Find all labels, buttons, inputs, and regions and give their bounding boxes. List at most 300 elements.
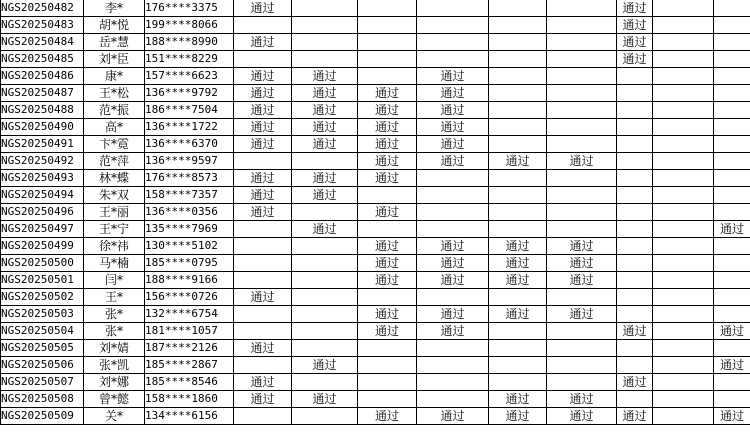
status-cell (714, 0, 750, 17)
table-row (1, 289, 750, 306)
status-cell (292, 153, 358, 170)
status-cell (653, 51, 714, 68)
status-cell (547, 187, 617, 204)
status-cell (547, 17, 617, 34)
status-cell (234, 255, 292, 272)
phone-cell: 136****9792 (145, 85, 234, 102)
status-cell (358, 357, 417, 374)
status-cell (653, 306, 714, 323)
status-cell (714, 306, 750, 323)
status-cell (547, 340, 617, 357)
status-cell: 通过 (547, 306, 617, 323)
status-cell: 通过 (358, 119, 417, 136)
status-cell: 通过 (617, 51, 653, 68)
table-row (1, 204, 750, 221)
status-cell (489, 136, 547, 153)
status-cell: 通过 (358, 323, 417, 340)
status-cell (653, 34, 714, 51)
status-cell (547, 85, 617, 102)
status-cell (653, 102, 714, 119)
sample-id-cell: NGS20250502 (1, 289, 84, 306)
sample-id-cell: NGS20250486 (1, 68, 84, 85)
status-cell: 通过 (292, 357, 358, 374)
table-row (1, 85, 750, 102)
status-cell (547, 170, 617, 187)
status-cell (234, 408, 292, 425)
sample-id-cell: NGS20250493 (1, 170, 84, 187)
status-cell (653, 255, 714, 272)
status-cell (292, 272, 358, 289)
table-row (1, 238, 750, 255)
status-cell (417, 374, 489, 391)
status-cell: 通过 (714, 323, 750, 340)
status-cell (617, 340, 653, 357)
status-cell (358, 289, 417, 306)
status-cell (234, 272, 292, 289)
sample-id-cell: NGS20250496 (1, 204, 84, 221)
status-cell (714, 391, 750, 408)
status-cell: 通过 (358, 170, 417, 187)
status-cell: 通过 (417, 238, 489, 255)
table-row (1, 357, 750, 374)
status-cell (714, 289, 750, 306)
name-cell: 王* (84, 289, 145, 306)
status-cell (653, 340, 714, 357)
status-cell (617, 306, 653, 323)
phone-cell: 132****6754 (145, 306, 234, 323)
status-cell (547, 119, 617, 136)
status-cell: 通过 (358, 153, 417, 170)
sample-id-cell: NGS20250482 (1, 0, 84, 17)
table-row (1, 408, 750, 425)
status-cell (617, 272, 653, 289)
table-row (1, 102, 750, 119)
status-cell: 通过 (617, 17, 653, 34)
status-cell: 通过 (234, 102, 292, 119)
name-cell: 胡*悦 (84, 17, 145, 34)
status-cell: 通过 (417, 408, 489, 425)
name-cell: 朱*双 (84, 187, 145, 204)
phone-cell: 136****1722 (145, 119, 234, 136)
status-cell (714, 187, 750, 204)
sample-id-cell: NGS20250484 (1, 34, 84, 51)
status-cell: 通过 (547, 391, 617, 408)
status-cell (417, 170, 489, 187)
status-cell (653, 374, 714, 391)
status-cell (292, 238, 358, 255)
status-cell (617, 255, 653, 272)
phone-cell: 185****8546 (145, 374, 234, 391)
status-cell (617, 153, 653, 170)
status-cell (234, 51, 292, 68)
phone-cell: 136****0356 (145, 204, 234, 221)
status-cell: 通过 (292, 85, 358, 102)
status-cell (617, 289, 653, 306)
status-cell (547, 102, 617, 119)
status-cell (234, 221, 292, 238)
status-cell (292, 374, 358, 391)
status-cell: 通过 (417, 272, 489, 289)
status-cell (417, 357, 489, 374)
status-cell (417, 51, 489, 68)
table-row (1, 391, 750, 408)
status-cell (234, 306, 292, 323)
status-cell: 通过 (489, 153, 547, 170)
status-cell (547, 289, 617, 306)
status-cell: 通过 (234, 170, 292, 187)
status-cell (653, 391, 714, 408)
status-cell: 通过 (417, 102, 489, 119)
status-cell (292, 323, 358, 340)
status-cell (547, 68, 617, 85)
table-row (1, 51, 750, 68)
status-cell (653, 289, 714, 306)
status-cell (653, 238, 714, 255)
status-cell (417, 289, 489, 306)
status-cell (547, 204, 617, 221)
table-row (1, 34, 750, 51)
status-cell (547, 323, 617, 340)
name-cell: 王*松 (84, 85, 145, 102)
status-cell: 通过 (292, 68, 358, 85)
name-cell: 李* (84, 0, 145, 17)
status-cell (489, 204, 547, 221)
table-row (1, 0, 750, 17)
status-cell (417, 204, 489, 221)
status-cell: 通过 (292, 136, 358, 153)
status-cell (358, 51, 417, 68)
name-cell: 张* (84, 323, 145, 340)
status-cell (292, 408, 358, 425)
status-cell: 通过 (547, 153, 617, 170)
phone-cell: 187****2126 (145, 340, 234, 357)
status-cell (617, 391, 653, 408)
table-row (1, 221, 750, 238)
status-cell (547, 0, 617, 17)
phone-cell: 188****8990 (145, 34, 234, 51)
sample-id-cell: NGS20250485 (1, 51, 84, 68)
status-cell: 通过 (489, 306, 547, 323)
status-cell: 通过 (489, 272, 547, 289)
status-cell (489, 68, 547, 85)
status-cell (417, 0, 489, 17)
sample-id-cell: NGS20250501 (1, 272, 84, 289)
status-cell (617, 357, 653, 374)
status-cell (653, 221, 714, 238)
status-cell (714, 153, 750, 170)
status-cell: 通过 (234, 85, 292, 102)
status-cell: 通过 (292, 187, 358, 204)
table-row (1, 340, 750, 357)
status-cell (489, 17, 547, 34)
name-cell: 曾*懿 (84, 391, 145, 408)
phone-cell: 176****8573 (145, 170, 234, 187)
status-cell: 通过 (358, 272, 417, 289)
status-cell: 通过 (234, 0, 292, 17)
sample-id-cell: NGS20250497 (1, 221, 84, 238)
status-cell: 通过 (489, 391, 547, 408)
status-cell: 通过 (417, 136, 489, 153)
status-cell: 通过 (358, 136, 417, 153)
sample-id-cell: NGS20250504 (1, 323, 84, 340)
status-cell: 通过 (292, 221, 358, 238)
status-cell (617, 102, 653, 119)
status-cell: 通过 (617, 34, 653, 51)
status-cell: 通过 (358, 85, 417, 102)
status-cell: 通过 (417, 153, 489, 170)
sample-id-cell: NGS20250509 (1, 408, 84, 425)
status-cell (547, 221, 617, 238)
status-cell (292, 255, 358, 272)
sample-id-cell: NGS20250490 (1, 119, 84, 136)
table-row (1, 119, 750, 136)
phone-cell: 181****1057 (145, 323, 234, 340)
status-cell (653, 408, 714, 425)
status-cell (653, 204, 714, 221)
status-cell: 通过 (234, 289, 292, 306)
status-cell (714, 85, 750, 102)
status-cell: 通过 (489, 408, 547, 425)
status-cell (714, 68, 750, 85)
status-cell (489, 51, 547, 68)
phone-cell: 199****8066 (145, 17, 234, 34)
phone-cell: 158****1860 (145, 391, 234, 408)
status-cell: 通过 (417, 85, 489, 102)
name-cell: 卞*霓 (84, 136, 145, 153)
phone-cell: 186****7504 (145, 102, 234, 119)
status-cell (617, 187, 653, 204)
table-row (1, 17, 750, 34)
name-cell: 马*楠 (84, 255, 145, 272)
status-cell (489, 34, 547, 51)
status-cell (358, 221, 417, 238)
name-cell: 范*振 (84, 102, 145, 119)
status-cell (653, 187, 714, 204)
status-cell: 通过 (292, 102, 358, 119)
status-cell: 通过 (358, 408, 417, 425)
status-cell (489, 374, 547, 391)
status-cell (617, 204, 653, 221)
table-row (1, 187, 750, 204)
status-cell (489, 323, 547, 340)
phone-cell: 135****7969 (145, 221, 234, 238)
status-cell: 通过 (617, 323, 653, 340)
sample-id-cell: NGS20250494 (1, 187, 84, 204)
name-cell: 王*宁 (84, 221, 145, 238)
status-cell (714, 272, 750, 289)
status-cell (489, 0, 547, 17)
name-cell: 刘*婧 (84, 340, 145, 357)
name-cell: 关* (84, 408, 145, 425)
phone-cell: 158****7357 (145, 187, 234, 204)
status-cell (417, 391, 489, 408)
status-cell: 通过 (417, 255, 489, 272)
status-cell (714, 204, 750, 221)
status-cell: 通过 (292, 391, 358, 408)
sample-id-cell: NGS20250488 (1, 102, 84, 119)
status-cell (617, 238, 653, 255)
status-cell (617, 136, 653, 153)
status-cell: 通过 (489, 238, 547, 255)
status-cell (653, 357, 714, 374)
status-cell (714, 17, 750, 34)
status-cell (489, 187, 547, 204)
phone-cell: 136****9597 (145, 153, 234, 170)
status-cell (489, 170, 547, 187)
sample-id-cell: NGS20250500 (1, 255, 84, 272)
status-cell: 通过 (292, 170, 358, 187)
status-cell (547, 136, 617, 153)
status-cell: 通过 (547, 255, 617, 272)
status-cell: 通过 (358, 102, 417, 119)
status-cell (292, 34, 358, 51)
status-cell (292, 204, 358, 221)
sample-id-cell: NGS20250503 (1, 306, 84, 323)
status-cell (617, 170, 653, 187)
status-cell: 通过 (714, 357, 750, 374)
name-cell: 张* (84, 306, 145, 323)
phone-cell: 136****6370 (145, 136, 234, 153)
status-cell (417, 340, 489, 357)
status-cell (417, 187, 489, 204)
status-cell: 通过 (617, 0, 653, 17)
sample-id-cell: NGS20250492 (1, 153, 84, 170)
status-cell (358, 68, 417, 85)
sample-id-cell: NGS20250483 (1, 17, 84, 34)
table-row (1, 153, 750, 170)
sample-id-cell: NGS20250507 (1, 374, 84, 391)
phone-cell: 157****6623 (145, 68, 234, 85)
name-cell: 高* (84, 119, 145, 136)
table-row (1, 136, 750, 153)
status-cell (653, 323, 714, 340)
status-cell (714, 136, 750, 153)
phone-cell: 176****3375 (145, 0, 234, 17)
name-cell: 王*丽 (84, 204, 145, 221)
table-body (1, 0, 750, 425)
phone-cell: 130****5102 (145, 238, 234, 255)
phone-cell: 188****9166 (145, 272, 234, 289)
status-cell (234, 17, 292, 34)
status-cell (489, 119, 547, 136)
status-cell (358, 187, 417, 204)
table-row (1, 272, 750, 289)
status-cell: 通过 (234, 374, 292, 391)
status-cell (653, 0, 714, 17)
status-cell (547, 374, 617, 391)
status-cell: 通过 (417, 323, 489, 340)
status-cell (617, 221, 653, 238)
status-cell (653, 272, 714, 289)
status-cell (489, 221, 547, 238)
status-cell (714, 34, 750, 51)
status-cell (292, 51, 358, 68)
status-cell (714, 238, 750, 255)
status-cell (417, 221, 489, 238)
status-cell (292, 0, 358, 17)
status-cell: 通过 (547, 238, 617, 255)
phone-cell: 156****0726 (145, 289, 234, 306)
status-cell: 通过 (489, 255, 547, 272)
table-row (1, 68, 750, 85)
status-cell (714, 255, 750, 272)
status-cell (358, 0, 417, 17)
status-cell (547, 34, 617, 51)
status-cell (714, 374, 750, 391)
status-cell: 通过 (234, 340, 292, 357)
status-cell: 通过 (617, 374, 653, 391)
status-cell: 通过 (358, 255, 417, 272)
status-cell (489, 340, 547, 357)
status-cell: 通过 (234, 34, 292, 51)
status-cell (292, 289, 358, 306)
status-cell (714, 102, 750, 119)
name-cell: 康* (84, 68, 145, 85)
status-cell (714, 119, 750, 136)
status-cell (292, 340, 358, 357)
table-row (1, 323, 750, 340)
status-cell (234, 323, 292, 340)
status-cell (547, 357, 617, 374)
status-cell (653, 85, 714, 102)
status-cell (358, 391, 417, 408)
sample-id-cell: NGS20250508 (1, 391, 84, 408)
name-cell: 范*萍 (84, 153, 145, 170)
sample-id-cell: NGS20250491 (1, 136, 84, 153)
status-cell (358, 34, 417, 51)
table-row (1, 170, 750, 187)
status-cell (653, 17, 714, 34)
status-cell (489, 289, 547, 306)
status-cell: 通过 (547, 272, 617, 289)
table-row (1, 306, 750, 323)
status-cell: 通过 (617, 408, 653, 425)
status-cell (358, 340, 417, 357)
name-cell: 刘*娜 (84, 374, 145, 391)
status-cell: 通过 (714, 221, 750, 238)
status-cell (292, 306, 358, 323)
name-cell: 张*凯 (84, 357, 145, 374)
status-cell (617, 85, 653, 102)
status-cell (653, 170, 714, 187)
sample-id-cell: NGS20250506 (1, 357, 84, 374)
status-cell (292, 17, 358, 34)
status-cell: 通过 (234, 68, 292, 85)
phone-cell: 134****6156 (145, 408, 234, 425)
name-cell: 林*蝶 (84, 170, 145, 187)
status-cell (417, 17, 489, 34)
status-cell: 通过 (234, 187, 292, 204)
status-cell: 通过 (292, 119, 358, 136)
status-cell: 通过 (234, 119, 292, 136)
status-cell: 通过 (714, 408, 750, 425)
sample-id-cell: NGS20250499 (1, 238, 84, 255)
status-cell (653, 153, 714, 170)
table-row (1, 374, 750, 391)
status-cell: 通过 (358, 204, 417, 221)
status-cell (653, 119, 714, 136)
status-cell (489, 102, 547, 119)
status-cell (417, 34, 489, 51)
status-cell: 通过 (358, 306, 417, 323)
status-cell (358, 17, 417, 34)
status-cell (653, 136, 714, 153)
status-cell (234, 357, 292, 374)
status-cell (653, 68, 714, 85)
status-cell (489, 85, 547, 102)
name-cell: 闫* (84, 272, 145, 289)
status-cell (617, 68, 653, 85)
